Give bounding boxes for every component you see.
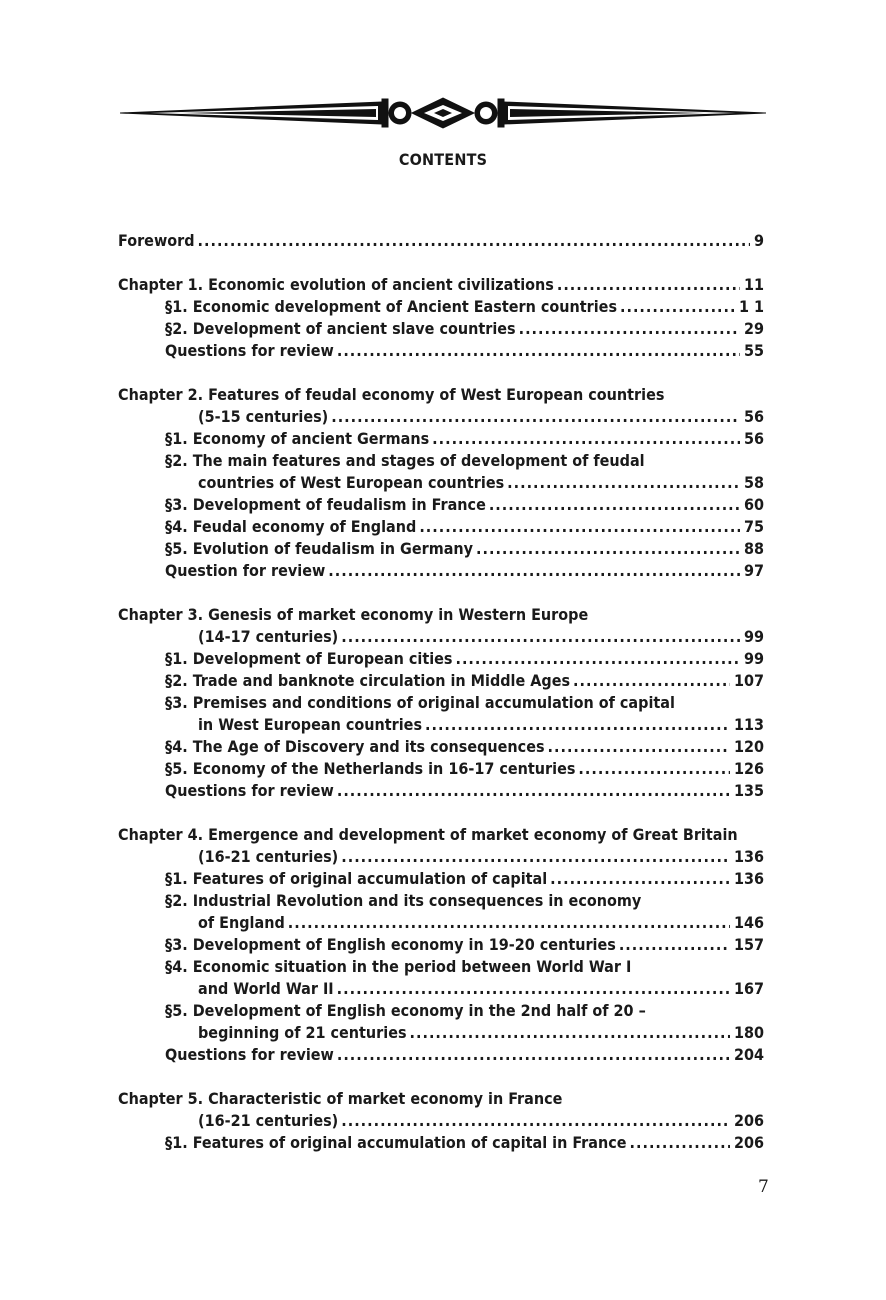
page-title: CONTENTS (398, 150, 488, 169)
toc-entry[interactable] (118, 296, 764, 318)
dot-leader (341, 1110, 730, 1132)
toc-entry-page: 180 (733, 1023, 764, 1042)
dot-leader (630, 1132, 730, 1154)
toc-entry-title: Questions for review (165, 781, 334, 800)
toc-entry-title: §3. Premises and conditions of original accumulation of capital (165, 693, 675, 712)
dot-leader (507, 472, 740, 494)
dot-leader (337, 780, 730, 802)
toc-entry-page: 157 (733, 935, 764, 954)
toc-entry[interactable] (118, 560, 764, 582)
toc-entry-title: Foreword (118, 231, 195, 250)
toc-entry-title: Chapter 3. Genesis of market economy in Western Europe (118, 605, 589, 624)
toc-entry[interactable] (118, 626, 764, 648)
toc-entry-title: and World War II (198, 979, 334, 998)
toc-entry[interactable] (118, 384, 764, 406)
toc-entry-title: §2. The main features and stages of development of feudal (165, 451, 645, 470)
section-spacer (118, 252, 764, 274)
toc-entry[interactable] (118, 1000, 764, 1022)
toc-entry-page: 1 1 (738, 297, 764, 316)
toc-entry[interactable] (118, 846, 764, 868)
section-spacer (118, 582, 764, 604)
toc-entry-title: (16-21 centuries) (198, 1111, 339, 1130)
toc-entry-page: 206 (733, 1111, 764, 1130)
toc-entry-page: 167 (733, 979, 764, 998)
dot-leader (550, 868, 730, 890)
toc-entry-title: (5-15 centuries) (198, 407, 329, 426)
decorative-ornament (120, 96, 766, 130)
toc-entry-title: §1. Features of original accumulation of capital (165, 869, 548, 888)
toc-entry[interactable] (118, 494, 764, 516)
toc-entry[interactable] (118, 648, 764, 670)
toc-entry[interactable] (118, 890, 764, 912)
toc-entry[interactable] (118, 406, 764, 428)
toc-entry-page: 120 (733, 737, 764, 756)
toc-entry-title: §2. Trade and banknote circulation in Middle Ages (165, 671, 571, 690)
toc-entry-title: in West European countries (198, 715, 423, 734)
toc-entry[interactable] (118, 274, 764, 296)
toc-entry-title: Questions for review (165, 1045, 334, 1064)
toc-entry[interactable] (118, 1044, 764, 1066)
toc-entry-page: 29 (743, 319, 764, 338)
toc-entry[interactable] (118, 912, 764, 934)
toc-entry-title: Questions for review (165, 341, 334, 360)
toc-entry-title: (16-21 centuries) (198, 847, 339, 866)
toc-entry[interactable] (118, 428, 764, 450)
dot-leader (432, 428, 740, 450)
toc-entry-page: 88 (743, 539, 764, 558)
dot-leader (341, 846, 730, 868)
toc-entry-page: 113 (733, 715, 764, 734)
toc-entry-page: 107 (733, 671, 764, 690)
dot-leader (425, 714, 730, 736)
toc-entry[interactable] (118, 758, 764, 780)
toc-entry[interactable] (118, 714, 764, 736)
toc-entry[interactable] (118, 604, 764, 626)
dot-leader (489, 494, 740, 516)
toc-entry-title: §5. Development of English economy in the 2nd half of 20 – (165, 1001, 646, 1020)
toc-entry-page: 60 (743, 495, 764, 514)
toc-entry-page: 11 (743, 275, 764, 294)
toc-entry-title: (14-17 centuries) (198, 627, 339, 646)
toc-entry-page: 58 (743, 473, 764, 492)
dot-leader (476, 538, 740, 560)
toc-entry-title: §2. Development of ancient slave countries (165, 319, 516, 338)
toc-entry[interactable] (118, 318, 764, 340)
toc-entry-title: Chapter 1. Economic evolution of ancient civilizations (118, 275, 554, 294)
toc-entry[interactable] (118, 1088, 764, 1110)
dot-leader (620, 296, 735, 318)
dot-leader (519, 318, 740, 340)
toc-entry[interactable] (118, 230, 764, 252)
toc-entry-page: 55 (743, 341, 764, 360)
toc-entry-title: §1. Development of European cities (165, 649, 453, 668)
toc-entry[interactable] (118, 538, 764, 560)
dot-leader (619, 934, 730, 956)
dot-leader (548, 736, 730, 758)
toc-entry-page: 56 (743, 407, 764, 426)
section-spacer (118, 1066, 764, 1088)
section-spacer (118, 362, 764, 384)
toc-entry-title: beginning of 21 centuries (198, 1023, 407, 1042)
toc-entry-title: of England (198, 913, 285, 932)
toc-entry[interactable] (118, 978, 764, 1000)
toc-entry-title: Chapter 4. Emergence and development of market economy of Great Britain (118, 825, 738, 844)
toc-entry[interactable] (118, 692, 764, 714)
dot-leader (557, 274, 740, 296)
toc-entry[interactable] (118, 934, 764, 956)
table-of-contents (118, 230, 764, 1154)
toc-entry[interactable] (118, 736, 764, 758)
toc-entry[interactable] (118, 956, 764, 978)
toc-entry-title: §3. Development of feudalism in France (165, 495, 486, 514)
dot-leader (288, 912, 730, 934)
toc-entry[interactable] (118, 1132, 764, 1154)
toc-entry[interactable] (118, 340, 764, 362)
toc-entry[interactable] (118, 450, 764, 472)
toc-entry[interactable] (118, 670, 764, 692)
dot-leader (419, 516, 740, 538)
dot-leader (455, 648, 740, 670)
toc-entry-title: §3. Development of English economy in 19-20 centuries (165, 935, 616, 954)
toc-entry[interactable] (118, 824, 764, 846)
dot-leader (337, 1044, 730, 1066)
toc-entry[interactable] (118, 1110, 764, 1132)
toc-entry[interactable] (118, 780, 764, 802)
toc-entry-title: §5. Evolution of feudalism in Germany (165, 539, 474, 558)
dot-leader (337, 340, 740, 362)
toc-entry-page: 97 (743, 561, 764, 580)
toc-entry-page: 56 (743, 429, 764, 448)
dot-leader (198, 230, 750, 252)
toc-entry-page: 204 (733, 1045, 764, 1064)
toc-entry-title: §4. Economic situation in the period between World War I (165, 957, 632, 976)
toc-entry-title: §1. Economic development of Ancient Eastern countries (165, 297, 618, 316)
dot-leader (578, 758, 730, 780)
toc-entry-title: §5. Economy of the Netherlands in 16-17 centuries (165, 759, 576, 778)
toc-entry-page: 126 (733, 759, 764, 778)
toc-entry-title: Chapter 5. Characteristic of market economy in France (118, 1089, 563, 1108)
toc-entry-title: §4. The Age of Discovery and its consequences (165, 737, 545, 756)
toc-entry-title: §4. Feudal economy of England (165, 517, 417, 536)
dot-leader (331, 406, 740, 428)
toc-entry-page: 206 (733, 1133, 764, 1152)
toc-entry-page: 136 (733, 869, 764, 888)
dot-leader (410, 1022, 730, 1044)
toc-entry[interactable] (118, 516, 764, 538)
toc-entry[interactable] (118, 868, 764, 890)
toc-entry-title: Question for review (165, 561, 326, 580)
toc-entry-title: Chapter 2. Features of feudal economy of West European countries (118, 385, 665, 404)
dot-leader (328, 560, 740, 582)
toc-entry-title: countries of West European countries (198, 473, 505, 492)
toc-entry-page: 99 (743, 627, 764, 646)
toc-entry-page: 99 (743, 649, 764, 668)
toc-entry-page: 136 (733, 847, 764, 866)
dot-leader (341, 626, 740, 648)
toc-entry-title: §2. Industrial Revolution and its consequences in economy (165, 891, 642, 910)
page-number: 7 (758, 1177, 769, 1197)
toc-entry-title: §1. Features of original accumulation of capital in France (165, 1133, 627, 1152)
toc-entry[interactable] (118, 472, 764, 494)
toc-entry-page: 146 (733, 913, 764, 932)
toc-entry-title: §1. Economy of ancient Germans (165, 429, 430, 448)
section-spacer (118, 802, 764, 824)
dot-leader (337, 978, 730, 1000)
toc-entry-page: 135 (733, 781, 764, 800)
toc-entry-page: 9 (753, 231, 764, 250)
toc-entry[interactable] (118, 1022, 764, 1044)
toc-entry-page: 75 (743, 517, 764, 536)
dot-leader (573, 670, 730, 692)
